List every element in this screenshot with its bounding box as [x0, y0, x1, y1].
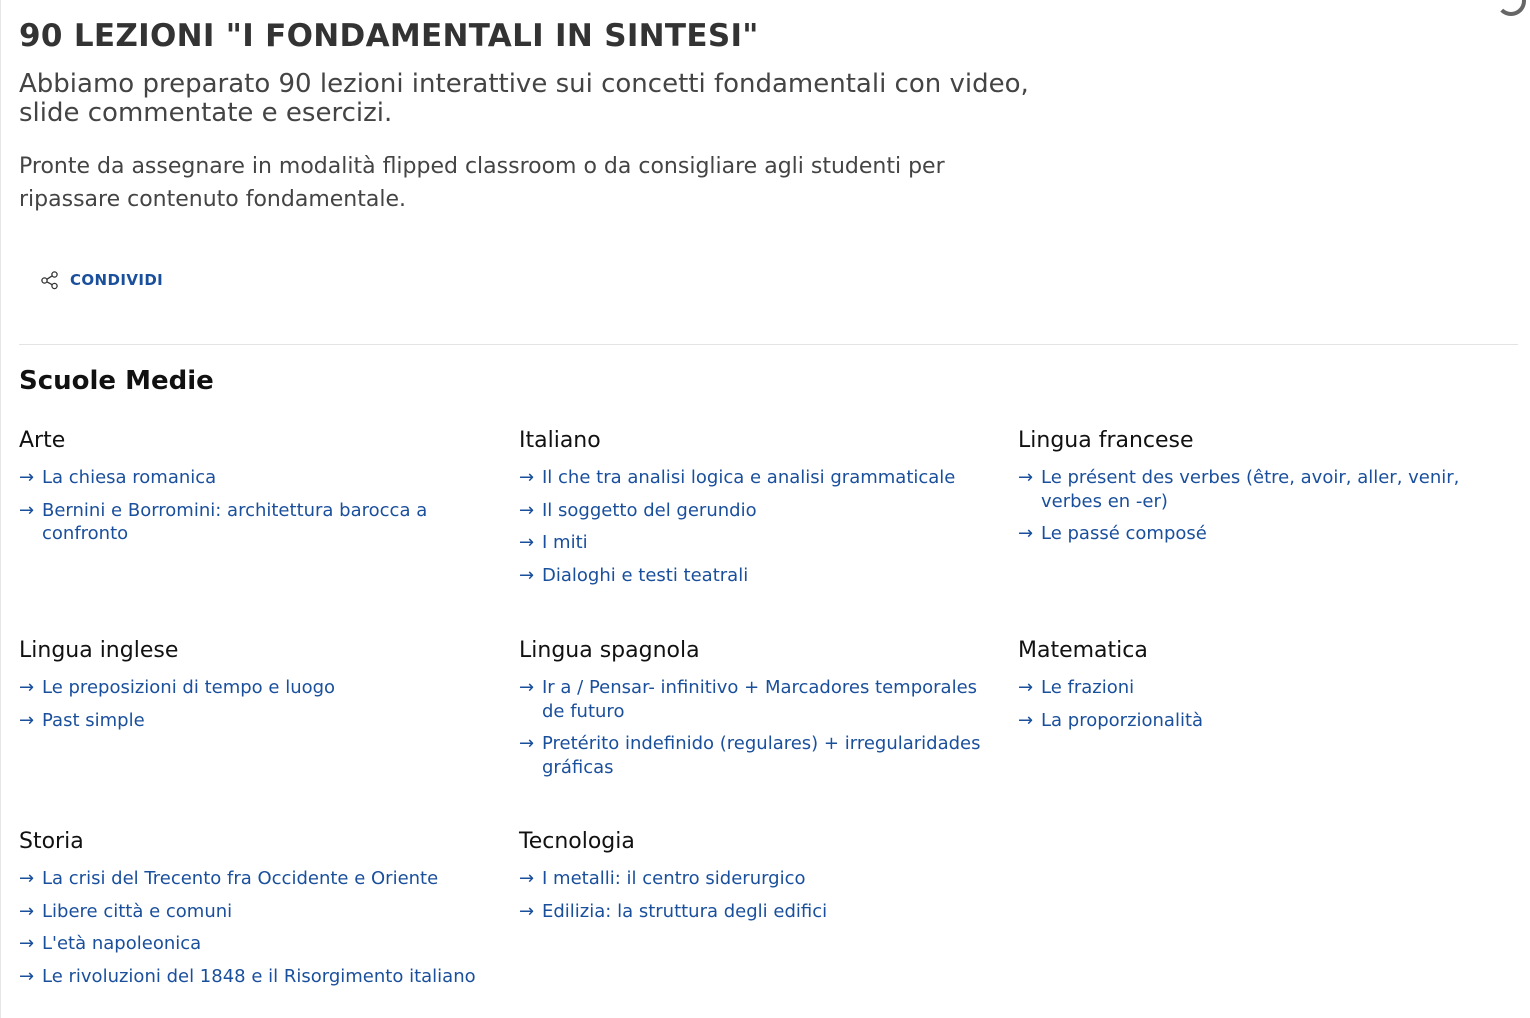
- page-title: 90 LEZIONI "I FONDAMENTALI IN SINTESI": [19, 18, 759, 54]
- lesson-link[interactable]: [19, 499, 499, 546]
- subject-block: [1018, 636, 1498, 741]
- arrow-right-icon: →: [519, 868, 535, 889]
- lesson-title: Past simple: [42, 709, 145, 731]
- lesson-title: Le preposizioni di tempo e luogo: [42, 677, 336, 698]
- share-button[interactable]: [40, 268, 163, 292]
- subject-heading: Lingua francese: [1018, 428, 1194, 453]
- subject-block: [19, 827, 499, 997]
- left-border: [0, 0, 1, 1018]
- lesson-link[interactable]: [1018, 522, 1498, 546]
- lesson-title: Ir a / Pensar- infinitivo + Marcadores temporales de futuro: [542, 677, 978, 722]
- lesson-link[interactable]: [19, 709, 499, 733]
- lesson-list: [19, 676, 499, 732]
- lesson-title: Le passé composé: [1041, 523, 1207, 544]
- arrow-right-icon: →: [519, 499, 535, 521]
- page-description: Pronte da assegnare in modalità flipped classroom o da consigliare agli studenti per ripassare contenuto fondamentale.: [19, 154, 945, 212]
- lesson-title: Il soggetto del gerundio: [542, 499, 757, 521]
- arrow-right-icon: →: [519, 467, 535, 488]
- lesson-link[interactable]: [519, 732, 999, 779]
- lesson-title: Dialoghi e testi teatrali: [542, 564, 749, 586]
- lesson-link[interactable]: [519, 676, 999, 723]
- lesson-title: I metalli: il centro siderurgico: [542, 868, 806, 889]
- lesson-list: [519, 466, 999, 587]
- subject-block: [19, 636, 499, 741]
- lesson-list: [19, 466, 499, 546]
- lesson-title: La proporzionalità: [1041, 709, 1204, 731]
- arrow-right-icon: →: [19, 868, 35, 889]
- subject-block: [519, 636, 999, 788]
- lesson-title: Edilizia: la struttura degli edifici: [542, 900, 828, 922]
- subject-block: [519, 426, 999, 596]
- arrow-right-icon: →: [19, 965, 35, 987]
- lesson-title: Bernini e Borromini: architettura barocca a confronto: [42, 499, 428, 544]
- lesson-link[interactable]: [19, 867, 499, 891]
- lesson-list: [519, 867, 999, 923]
- lesson-title: La crisi del Trecento fra Occidente e Oriente: [42, 868, 439, 889]
- lesson-title: Le présent des verbes (être, avoir, aller, venir, verbes en -er): [1041, 467, 1460, 512]
- subject-heading: Tecnologia: [519, 829, 635, 854]
- lesson-link[interactable]: [519, 900, 999, 924]
- subject-heading: Lingua inglese: [19, 638, 179, 663]
- lesson-link[interactable]: [1018, 466, 1498, 513]
- lesson-title: La chiesa romanica: [42, 467, 217, 488]
- subject-block: [1018, 426, 1498, 555]
- arrow-right-icon: →: [1018, 677, 1034, 698]
- subject-heading: Storia: [19, 829, 84, 854]
- share-label: CONDIVIDI: [70, 271, 164, 289]
- arrow-right-icon: →: [519, 564, 535, 586]
- section-title: Scuole Medie: [19, 366, 214, 396]
- lesson-list: [519, 676, 999, 779]
- lesson-link[interactable]: [19, 932, 499, 956]
- lesson-link[interactable]: [19, 676, 499, 700]
- lesson-link[interactable]: [1018, 676, 1498, 700]
- arrow-right-icon: →: [519, 900, 535, 922]
- lesson-title: Le frazioni: [1041, 677, 1135, 698]
- lesson-link[interactable]: [1018, 709, 1498, 733]
- lesson-link[interactable]: [519, 499, 999, 523]
- subject-block: [19, 426, 499, 555]
- scroll-indicator: [1496, 0, 1526, 16]
- lesson-title: L'età napoleonica: [42, 933, 202, 954]
- lesson-title: I miti: [542, 532, 588, 553]
- lesson-link[interactable]: [19, 965, 499, 989]
- lesson-title: Il che tra analisi logica e analisi grammaticale: [542, 467, 956, 488]
- lesson-title: Le rivoluzioni del 1848 e il Risorgimento italiano: [42, 965, 476, 987]
- arrow-right-icon: →: [519, 532, 535, 553]
- page-lead: Abbiamo preparato 90 lezioni interattive sui concetti fondamentali con video, slide commentate e esercizi.: [19, 69, 1029, 128]
- lesson-link[interactable]: [19, 466, 499, 490]
- lesson-title: Pretérito indefinido (regulares) + irregularidades gráficas: [542, 733, 981, 778]
- arrow-right-icon: →: [1018, 709, 1034, 731]
- arrow-right-icon: →: [19, 933, 35, 954]
- arrow-right-icon: →: [19, 499, 35, 521]
- arrow-right-icon: →: [1018, 467, 1034, 488]
- subject-heading: Lingua spagnola: [519, 638, 700, 663]
- lesson-list: [1018, 676, 1498, 732]
- lesson-title: Libere città e comuni: [42, 900, 233, 922]
- subject-heading: Matematica: [1018, 638, 1148, 663]
- arrow-right-icon: →: [519, 677, 535, 698]
- arrow-right-icon: →: [19, 709, 35, 731]
- arrow-right-icon: →: [519, 733, 535, 754]
- lesson-link[interactable]: [519, 531, 999, 555]
- section-divider: [19, 344, 1518, 345]
- lesson-link[interactable]: [519, 867, 999, 891]
- subject-heading: Italiano: [519, 428, 601, 453]
- lesson-link[interactable]: [519, 564, 999, 588]
- lesson-link[interactable]: [19, 900, 499, 924]
- arrow-right-icon: →: [1018, 523, 1034, 544]
- subject-block: [519, 827, 999, 932]
- subject-heading: Arte: [19, 428, 66, 453]
- share-icon: [40, 270, 60, 290]
- lesson-list: [19, 867, 499, 988]
- arrow-right-icon: →: [19, 900, 35, 922]
- lesson-link[interactable]: [519, 466, 999, 490]
- lesson-list: [1018, 466, 1498, 546]
- arrow-right-icon: →: [19, 677, 35, 698]
- arrow-right-icon: →: [19, 467, 35, 488]
